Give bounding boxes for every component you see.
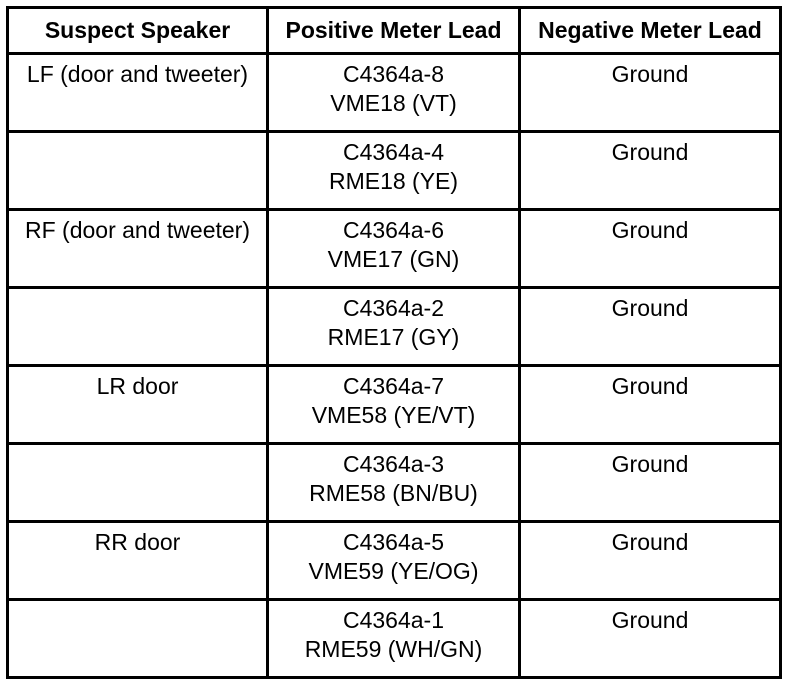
positive-lead-cell [268,210,520,288]
positive-pin: C4364a-3 [342,451,445,477]
positive-circuit: VME17 (GN) [327,246,460,272]
table-row [8,54,781,132]
speaker-cell [8,132,268,210]
speaker-cell [8,600,268,678]
positive-lead-cell [268,366,520,444]
positive-circuit: VME58 (YE/VT) [311,402,476,428]
table-row [8,600,781,678]
speaker-cell [8,210,268,288]
speaker-cell [8,366,268,444]
negative-lead-cell [520,288,781,366]
positive-lead-cell [268,54,520,132]
positive-lead-cell [268,444,520,522]
negative-lead: Ground [611,451,689,477]
table-row [8,522,781,600]
speaker-test-table [6,6,782,679]
negative-lead: Ground [611,139,689,165]
positive-circuit: RME18 (YE) [328,168,459,194]
header-negative-meter-lead: Negative Meter Lead [520,8,781,54]
negative-lead-cell [520,210,781,288]
speaker-cell [8,54,268,132]
negative-lead-cell [520,444,781,522]
speaker-label: LR door [96,373,179,399]
negative-lead-cell [520,600,781,678]
speaker-cell [8,444,268,522]
positive-pin: C4364a-1 [342,607,445,633]
positive-lead-cell [268,132,520,210]
positive-pin: C4364a-7 [342,373,445,399]
negative-lead-cell [520,54,781,132]
negative-lead: Ground [611,529,689,555]
positive-pin: C4364a-5 [342,529,445,555]
header-suspect-speaker: Suspect Speaker [8,8,268,54]
speaker-label: RR door [94,529,181,555]
negative-lead: Ground [611,61,689,87]
positive-circuit: RME17 (GY) [327,324,460,350]
positive-circuit: VME18 (VT) [330,90,457,116]
positive-pin: C4364a-8 [342,61,445,87]
negative-lead-cell [520,132,781,210]
table-row [8,366,781,444]
positive-circuit: RME59 (WH/GN) [304,636,483,662]
negative-lead: Ground [611,295,689,321]
negative-lead-cell [520,522,781,600]
negative-lead: Ground [611,373,689,399]
speaker-label: LF (door and tweeter) [26,61,249,87]
positive-pin: C4364a-4 [342,139,445,165]
positive-circuit: RME58 (BN/BU) [309,480,478,506]
table-body [8,54,781,678]
table-row [8,132,781,210]
negative-lead: Ground [611,217,689,243]
header-positive-meter-lead: Positive Meter Lead [268,8,520,54]
positive-lead-cell [268,288,520,366]
positive-lead-cell [268,522,520,600]
positive-pin: C4364a-2 [342,295,445,321]
table-row [8,288,781,366]
negative-lead: Ground [611,607,689,633]
positive-circuit: VME59 (YE/OG) [308,558,479,584]
positive-pin: C4364a-6 [342,217,445,243]
speaker-label: RF (door and tweeter) [25,217,250,243]
table-row [8,210,781,288]
table-row [8,444,781,522]
speaker-cell [8,288,268,366]
positive-lead-cell [268,600,520,678]
table-header-row [8,8,781,54]
negative-lead-cell [520,366,781,444]
speaker-cell [8,522,268,600]
